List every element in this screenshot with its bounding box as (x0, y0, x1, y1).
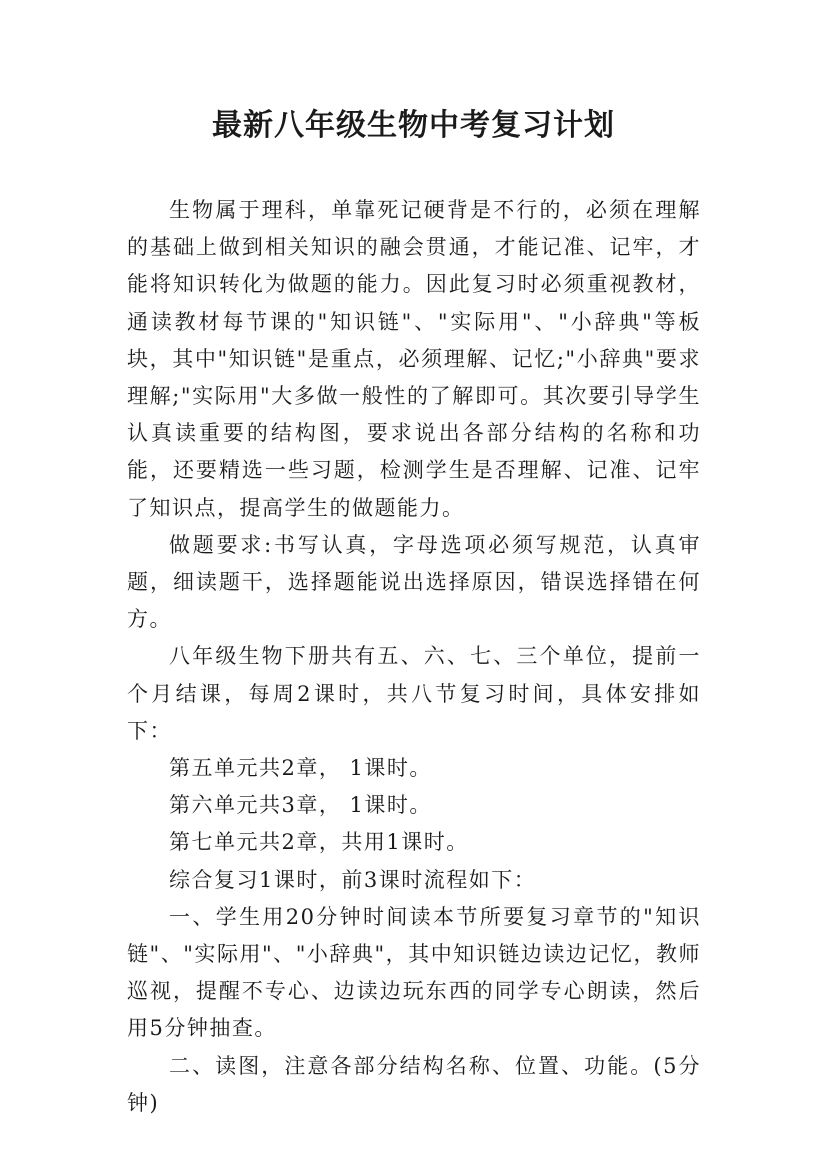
document-body (127, 192, 701, 1122)
paragraph-unit-6: 第六单元共3章， 1课时。 (169, 793, 432, 818)
paragraph-schedule: 八年级生物下册共有五、六、七、三个单位，提前一个月结课，每周2课时，共八节复习时间，具体安排如下： (127, 644, 701, 743)
page-title: 最新八年级生物中考复习计划 (212, 108, 615, 143)
paragraph-requirements: 做题要求:书写认真，字母选项必须写规范，认真审题，细读题干，选择题能说出选择原因，错误选择错在何方。 (127, 532, 701, 632)
paragraph-intro: 生物属于理科，单靠死记硬背是不行的，必须在理解的基础上做到相关知识的融会贯通，才能记准、记牢，才能将知识转化为做题的能力。因此复习时必须重视教材，通读教材每节课的"知识链"、"实际用"、"小辞典"等板块，其中"知识链"是重点，必须理解、记忆;"小辞典"要求理解;"实际用"大多做一般性的了解即可。其次要引导学生认真读重要的结构图，要求说出各部分结构的名称和功能，还要精选一些习题，检测学生是否理解、记准、记牢了知识点，提高学生的做题能力。 (127, 198, 702, 520)
paragraph-step-1: 一、学生用20分钟时间读本节所要复习章节的"知识链"、"实际用"、"小辞典"，其中知识链边读边记忆，教师巡视，提醒不专心、边读边玩东西的同学专心朗读，然后用5分钟抽查。 (127, 904, 701, 1041)
paragraph-step-2: 二、读图，注意各部分结构名称、位置、功能。(5分钟) (127, 1053, 701, 1115)
paragraph-unit-5: 第五单元共2章， 1课时。 (169, 756, 432, 781)
paragraph-unit-7: 第七单元共2章，共用1课时。 (169, 830, 469, 855)
paragraph-review: 综合复习1课时，前3课时流程如下： (169, 867, 537, 892)
